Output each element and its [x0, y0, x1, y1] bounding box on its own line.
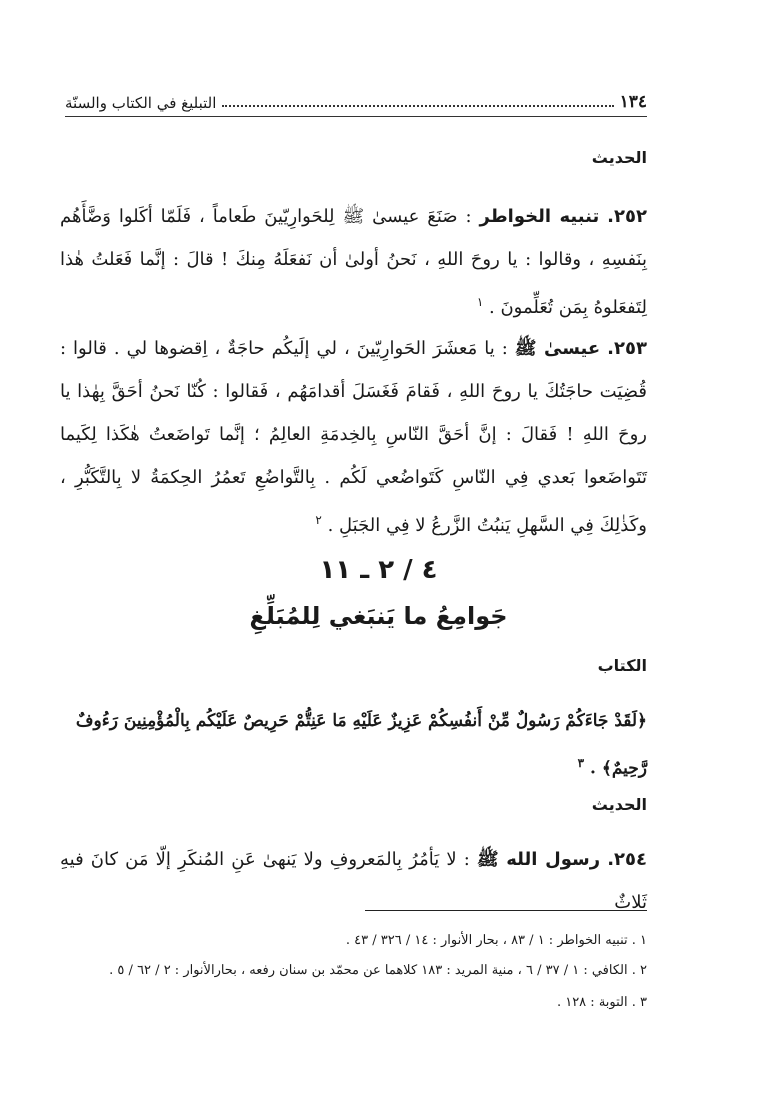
entry-text: : صَنَعَ عيسىٰ ﷺ لِلحَوارِيّينَ طَعاماً ، فَلَمّا أكَلوا وَضَّأَهُم بِنَفسِهِ ، وقالوا : يا روحَ اللهِ ، نَحنُ أولىٰ أن نَفعَلَهُ مِنكَ ! قالَ : إنَّما فَعَلتُ هٰذا لِتَفعَلوهُ بِمَن تُعَلِّمونَ . — [60, 206, 647, 318]
entry-source: تنبيه الخواطر — [479, 206, 600, 227]
quran-verse — [60, 700, 647, 790]
entry-253 — [60, 327, 647, 547]
entry-source: عيسىٰ ﷺ — [514, 338, 601, 359]
footnote-separator — [365, 910, 647, 911]
entry-text: : يا مَعشَرَ الحَوارِيّينَ ، لي إلَيكُم حاجَةٌ ، اِقضوها لي . قالوا : قُضِيَت حاجَتُكَ يا روحَ اللهِ ، فَقامَ فَغَسَلَ أقدامَهُم ، فَقالوا : كُنّا نَحنُ أحَقَّ بِهٰذا يا روحَ اللهِ ! فَقالَ : إنَّ أحَقَّ النّاسِ بِالخِدمَةِ العالِمُ ؛ إنَّما تَواضَعتُ هٰكَذا لِكَيما تَتَواضَعوا بَعدي فِي النّاسِ كَتَواضُعي لَكُم . بِالتَّواضُعِ تَعمُرُ الحِكمَةُ لا بِالتَّكَبُّرِ ، وكَذٰلِكَ فِي السَّهلِ يَنبُتُ الزَّرعُ لا فِي الجَبَلِ . — [60, 338, 647, 536]
entry-number: ٢٥٤. — [607, 849, 647, 870]
footnote-1: ١ . تنبيه الخواطر : ١ / ٨٣ ، بحار الأنوار : ١٤ / ٣٢٦ / ٤٣ . — [345, 933, 647, 948]
page-header — [65, 88, 647, 117]
section-heading-hadith-2: الحديث — [591, 795, 647, 814]
entry-text: : لا يَأمُرُ بِالمَعروفِ ولا يَنهىٰ عَنِ المُنكَرِ إلّا مَن كانَ فيهِ ثَلاثٌ — [60, 849, 647, 913]
quran-text: ﴿لَقَدْ جَاءَكُمْ رَسُولٌ مِّنْ أَنفُسِكُمْ عَزِيزٌ عَلَيْهِ مَا عَنِتُّمْ حَرِيصٌ عَلَيْكُم بِالْمُؤْمِنِينَ رَءُوفٌ رَّحِيمٌ﴾ . — [75, 711, 647, 779]
entry-254 — [60, 838, 647, 924]
section-heading-hadith: الحديث — [591, 148, 647, 167]
footnote-marker: ٢ — [315, 513, 322, 527]
running-title: التبليغ في الكتاب والسنّة — [65, 94, 217, 112]
footnote-3: ٣ . التوبة : ١٢٨ . — [556, 995, 647, 1010]
entry-number: ٢٥٣. — [607, 338, 647, 359]
footnote-2: ٢ . الكافي : ١ / ٣٧ / ٦ ، منية المريد : ١٨٣ كلاهما عن محمّد بن سنان رفعه ، بحارالأنوار : ٢ / ٦٢ / ٥ . — [109, 963, 647, 978]
chapter-title: جَوامِعُ ما يَنبَغي لِلمُبَلِّغِ — [249, 602, 508, 630]
chapter-number: ٤ / ٢ ـ ١١ — [319, 555, 438, 585]
header-dot-leader — [222, 105, 613, 107]
entry-number: ٢٥٢. — [607, 206, 647, 227]
entry-source: رسول الله ﷺ — [476, 849, 601, 870]
footnote-marker: ١ — [476, 295, 484, 309]
section-heading-kitab: الكتاب — [597, 656, 647, 675]
footnote-marker: ٣ — [577, 756, 585, 770]
page-number: ١٣٤ — [619, 92, 647, 112]
entry-252 — [60, 195, 647, 329]
